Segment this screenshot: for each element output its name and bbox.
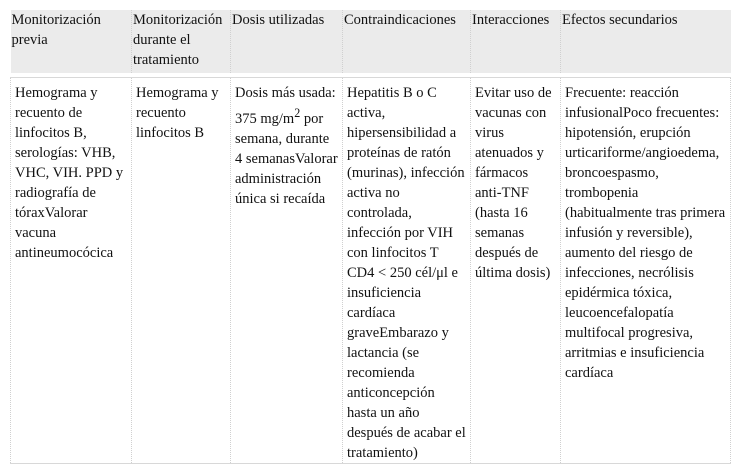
drug-info-table (10, 10, 731, 464)
cell-dosis-utilizadas (231, 78, 343, 464)
cell-contraindicaciones: Hepatitis B o C activa, hipersensibilidad a proteínas de ratón (murinas), infección activa no controlada, infección por VIH con linfocitos T CD4 < 250 cél/μl e insuficiencia cardíaca graveEmbarazo y lactancia (se recomienda anticoncepción hasta un año después de acabar el tratamiento) (343, 78, 471, 464)
dosis-text-post: por semana, durante 4 semanasValorar administración única si recaída (235, 110, 338, 207)
cell-efectos-secundarios: Frecuente: reacción infusionalPoco frecuentes: hipotensión, erupción urticariforme/angioedema, broncoespasmo, trombopenia (habitualmente tras primera infusión y reversible), aumento del riesgo de infecciones, necrólisis epidérmica tóxica, leucoencefalopatía multifocal progresiva, arritmias e insuficiencia cardíaca (561, 78, 731, 464)
table-header-row (11, 10, 731, 73)
dosis-superscript: 2 (294, 106, 301, 120)
dosis-text-pre: Dosis más usada: 375 mg/m (235, 85, 336, 127)
cell-monitorizacion-previa: Hemograma y recuento de linfocitos B, serologías: VHB, VHC, VIH. PPD y radiografía de tóraxValorar vacuna antineumocócica (11, 78, 132, 464)
header-monitorizacion-previa: Monitorización previa (11, 10, 132, 73)
header-interacciones: Interacciones (471, 10, 561, 73)
cell-monitorizacion-durante: Hemograma y recuento linfocitos B (132, 78, 231, 464)
cell-interacciones: Evitar uso de vacunas con virus atenuados y fármacos anti-TNF (hasta 16 semanas después de última dosis) (471, 78, 561, 464)
header-efectos-secundarios: Efectos secundarios (561, 10, 731, 73)
header-dosis-utilizadas: Dosis utilizadas (231, 10, 343, 73)
table-row (11, 78, 731, 464)
header-monitorizacion-durante: Monitorización durante el tratamiento (132, 10, 231, 73)
header-contraindicaciones: Contraindicaciones (343, 10, 471, 73)
